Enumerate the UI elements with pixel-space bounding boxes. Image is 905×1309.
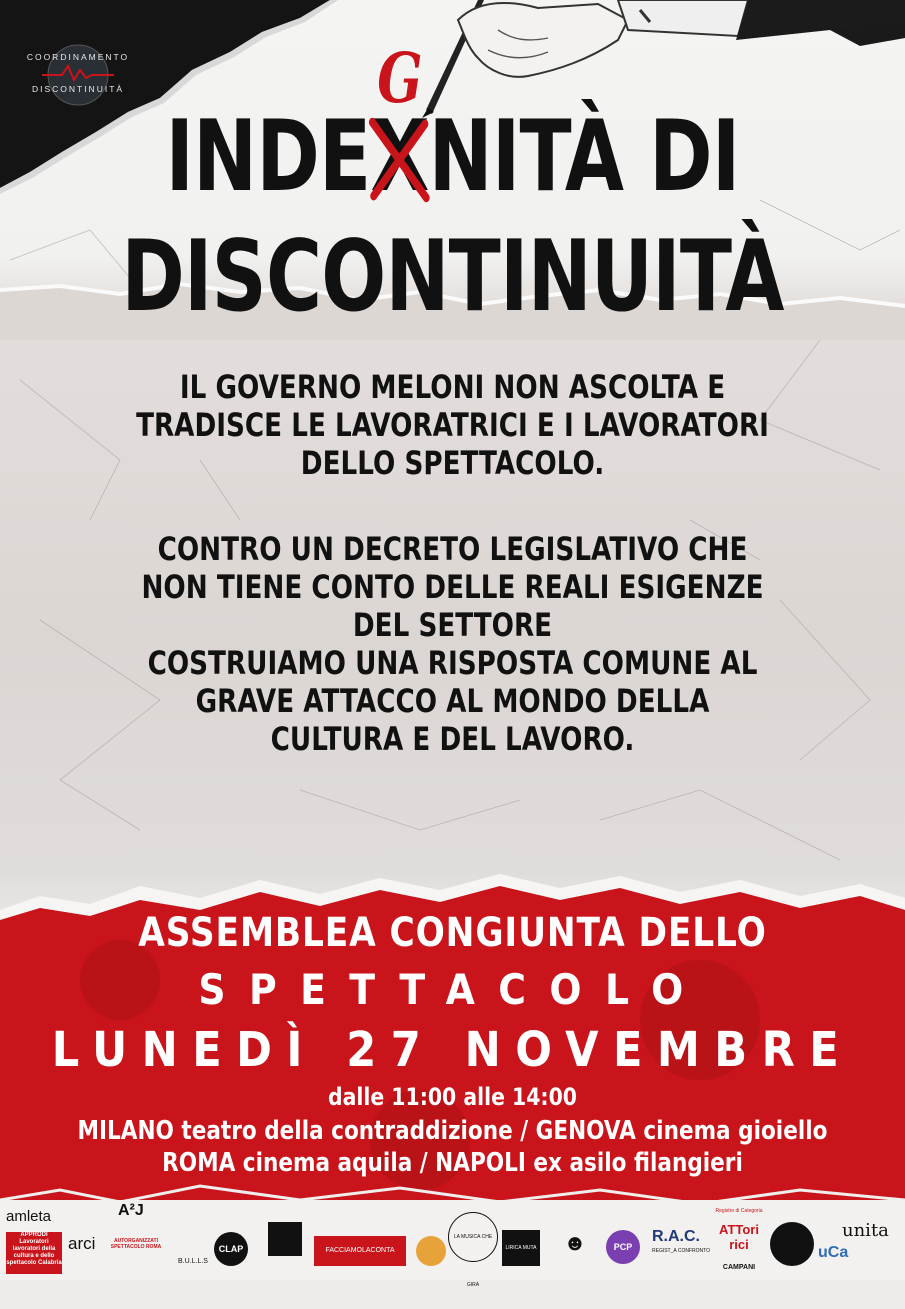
statement-line: CONTRO UN DECRETO LEGISLATIVO CHE — [157, 530, 748, 568]
bulls-logo: B.U.L.L.S — [178, 1258, 208, 1265]
grid-logo-icon — [268, 1222, 302, 1256]
title-line-2: DISCONTINUITÀ — [121, 220, 784, 334]
colorful-circle-logo-icon — [416, 1236, 446, 1266]
rac-subtitle: REGIST_A CONFRONTO — [652, 1248, 710, 1254]
statement-line: NON TIENE CONTO DELLE REALI ESIGENZE — [141, 568, 764, 606]
statement-line: GRAVE ATTACCO AL MONDO DELLA — [195, 682, 710, 720]
attori-logo: ATTori rici — [719, 1222, 759, 1252]
pcp-logo: PCP — [606, 1230, 640, 1264]
coordinamento-logo — [18, 40, 138, 110]
scissors-circle-logo-icon — [770, 1222, 814, 1266]
logo-circle-icon — [28, 40, 128, 110]
event-venues-1: MILANO teatro della contraddizione / GENOVA cinema gioiello — [77, 1116, 828, 1146]
sponsor-logos-footer — [0, 1200, 905, 1288]
event-title: ASSEMBLEA CONGIUNTA DELLO — [138, 910, 767, 956]
arci-logo: arci — [68, 1234, 96, 1253]
facciamolaconta-logo: FACCIAMOLACONTA — [314, 1236, 406, 1266]
statement-line: DELLO SPETTACOLO. — [300, 444, 605, 482]
event-venues-2: ROMA cinema aquila / NAPOLI ex asilo filangieri — [162, 1148, 743, 1178]
correction-letter: G — [377, 39, 422, 119]
unita-logo: unita — [842, 1220, 889, 1241]
approdi-logo: APPRODI Lavoratori lavoratori della cultura e dello spettacolo Calabria — [6, 1232, 62, 1274]
logo-line-2: DISCONTINUITÀ — [31, 84, 125, 94]
event-subtitle: SPETTACOLO — [198, 965, 707, 1014]
a2j-logo: A²J — [118, 1202, 144, 1219]
struck-letter-text: X — [370, 100, 429, 214]
title-line-1 — [100, 39, 806, 214]
statement-line: TRADISCE LE LAVORATRICI E I LAVORATORI — [136, 406, 769, 444]
lirica-muta-logo: LIRICA MUTA — [502, 1230, 540, 1266]
uca-logo: uCa — [818, 1244, 849, 1261]
theatre-masks-icon: ☻ — [563, 1230, 587, 1255]
statement-line: COSTRUIAMO UNA RISPOSTA COMUNE AL — [147, 644, 758, 682]
statement-line: DEL SETTORE — [352, 606, 553, 644]
title-part-before: INDE — [165, 100, 371, 214]
event-date: LUNEDÌ 27 NOVEMBRE — [51, 1022, 854, 1078]
statement-paragraph-1 — [81, 368, 823, 482]
rac-logo: R.A.C. — [652, 1228, 700, 1245]
title-part-after: NITÀ DI — [428, 100, 740, 214]
event-time: dalle 11:00 alle 14:00 — [328, 1083, 577, 1111]
logo-line-1: COORDINAMENTO — [26, 52, 130, 62]
attori-campani: CAMPANI — [722, 1264, 756, 1271]
clap-logo: CLAP — [214, 1232, 248, 1266]
statement-paragraph-2 — [81, 530, 823, 758]
struck-letter — [370, 39, 429, 214]
amleta-logo: amleta — [6, 1208, 52, 1225]
red-cross-mark — [366, 115, 434, 205]
attori-registro: Registro di Categoria — [715, 1208, 763, 1214]
statement-line: IL GOVERNO MELONI NON ASCOLTA E — [179, 368, 726, 406]
autorganizzati-logo: AUTORGANIZZATI SPETTACOLO ROMA — [110, 1238, 162, 1250]
musica-logo: LA MUSICA CHE GIRA — [448, 1212, 498, 1262]
statement-line: CULTURA E DEL LAVORO. — [270, 720, 635, 758]
